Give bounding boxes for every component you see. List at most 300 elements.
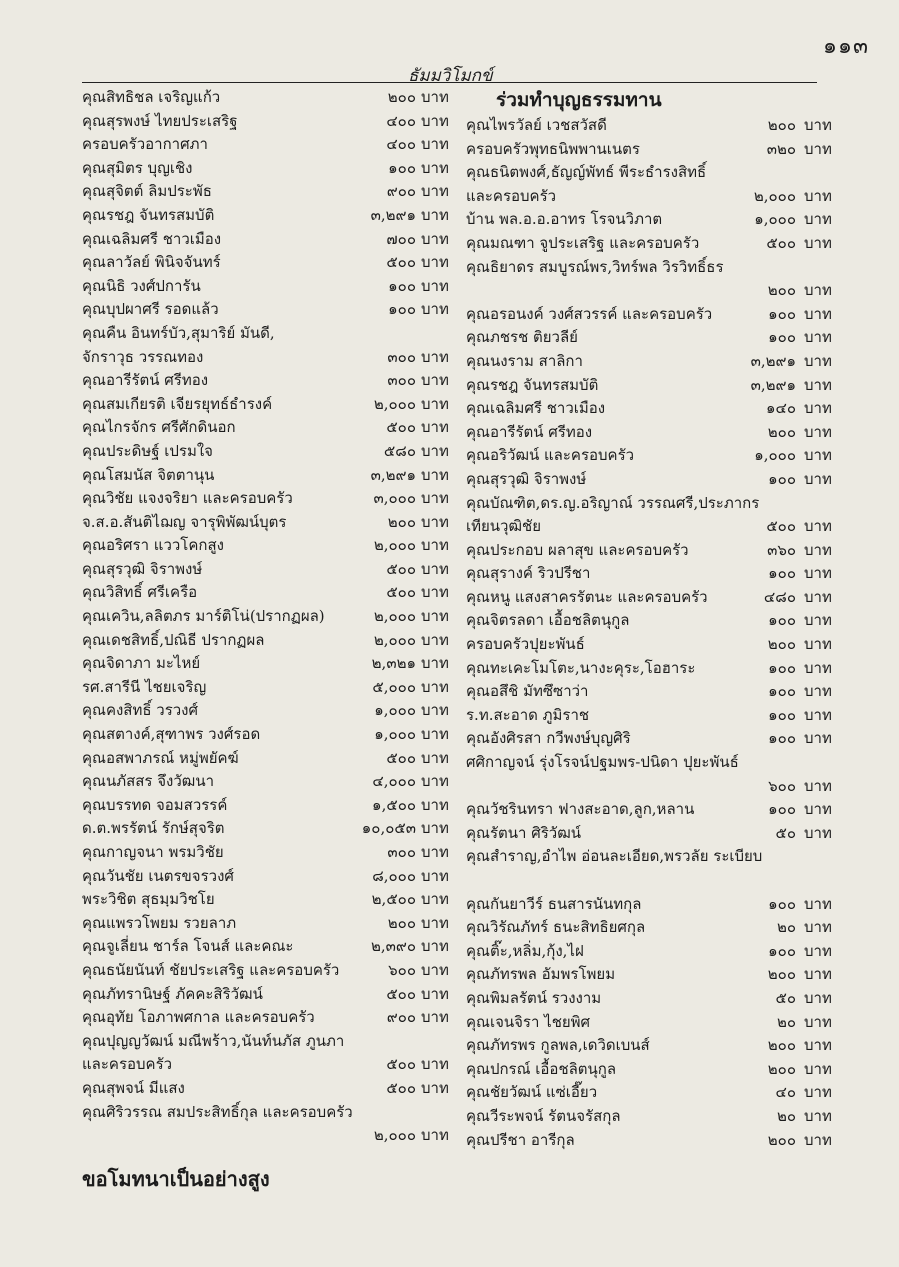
donor-row — [82, 133, 449, 157]
donor-name: คุณอรอนงค์ วงศ์สวรรค์ และครอบครัว — [466, 304, 713, 323]
currency-unit: บาท — [421, 677, 449, 696]
currency-unit: บาท — [421, 984, 449, 1003]
donation-amount: ๒,๐๐๐ — [753, 186, 796, 205]
currency-unit: บาท — [804, 823, 832, 842]
currency-unit: บาท — [804, 918, 832, 937]
currency-unit: บาท — [804, 540, 832, 559]
donor-row — [82, 157, 449, 181]
donation-amount: ๒๐๐ — [767, 281, 796, 300]
currency-unit: บาท — [804, 682, 832, 701]
donation-amount: ๒๐ — [776, 1012, 796, 1031]
donor-row — [82, 888, 449, 912]
donor-row — [82, 652, 449, 676]
donor-row — [466, 1011, 832, 1035]
donation-amount: ๒๐๐ — [387, 913, 416, 932]
currency-unit: บาท — [421, 276, 449, 295]
currency-unit: บาท — [421, 937, 449, 956]
donor-name: คุณสุรพงษ์ ไทยประเสริฐ — [82, 111, 238, 130]
currency-unit: บาท — [804, 233, 832, 252]
donor-name: คุณสุรางค์ ริวปรีชา — [466, 564, 591, 583]
donor-row — [466, 421, 832, 445]
currency-unit: บาท — [421, 654, 449, 673]
donor-name: คุณอริศรา แววโคกสูง — [82, 536, 224, 555]
currency-unit: บาท — [804, 399, 832, 418]
currency-unit: บาท — [421, 88, 449, 106]
currency-unit: บาท — [804, 210, 832, 229]
donation-amount: ๑,๕๐๐ — [372, 795, 416, 814]
donation-amount: ๒๐๐ — [767, 635, 796, 654]
currency-unit: บาท — [421, 748, 449, 767]
donor-name: คุณภัทรพร กูลพล,เดวิดเบนส์ — [466, 1036, 650, 1055]
donor-row — [82, 747, 449, 771]
donor-name: คุณอังศิรสา กวีพงษ์บุญศิริ — [466, 729, 631, 748]
donor-name: คุณจิตรลดา เอื้อชลิตนุกูล — [466, 611, 630, 630]
donor-name: คุณโสมนัส จิตตานุน — [82, 465, 215, 484]
donor-name: ด.ต.พรรัตน์ รักษ์สุจริต — [82, 819, 225, 838]
donor-row — [82, 534, 449, 558]
currency-unit: บาท — [804, 469, 832, 488]
donor-name: คุณนิธิ วงศ์ปการัน — [82, 276, 201, 295]
currency-unit: บาท — [421, 489, 449, 508]
donation-amount: ๑๐๐ — [768, 611, 796, 630]
donor-name: คุณรชฎ จันทรสมบัติ — [466, 375, 599, 394]
donor-name: คุณวิสิทธิ์ ศรีเครือ — [82, 583, 198, 602]
donor-row — [82, 251, 449, 275]
currency-unit: บาท — [804, 116, 832, 134]
donor-row — [466, 350, 832, 374]
donor-name: คุณสำราญ,อำไพ อ่อนละเอียด,พรวลัย ระเบียบ — [466, 847, 763, 866]
donor-row — [466, 256, 826, 280]
donor-row — [466, 657, 832, 681]
donation-amount: ๓๐๐ — [387, 843, 416, 861]
currency-unit: บาท — [421, 182, 449, 201]
donation-amount: ๒๐๐ — [387, 512, 416, 531]
donation-amount: ๕๐๐ — [386, 984, 416, 1003]
donation-amount: ๑๐๐ — [768, 729, 796, 748]
donation-amount: ๓,๐๐๐ — [373, 489, 416, 508]
donor-row — [82, 935, 449, 959]
donation-amount: ๒๐๐ — [767, 1036, 796, 1055]
donor-name: คุณอุทัย โอภาพศกาล และครอบครัว — [82, 1008, 315, 1027]
donation-amount: ๑๐๐ — [388, 158, 416, 177]
donation-amount: ๓๒๐ — [766, 139, 796, 158]
donor-row — [466, 727, 832, 751]
donor-name: คุณชัยวัฒน์ แซ่เอี๊ยว — [466, 1083, 598, 1102]
currency-unit: บาท — [804, 1059, 832, 1078]
donor-row — [466, 798, 832, 822]
currency-unit: บาท — [421, 607, 449, 626]
donor-name: คุณธนัยนันท์ ชัยประเสริฐ และครอบครัว — [82, 960, 340, 979]
donation-amount: ๖๐๐ — [768, 776, 796, 795]
donor-name: คุณปรีชา อารีกุล — [466, 1130, 575, 1149]
donor-name: คุณติ๊ะ,หลิ่ม,กุ้ง,ไฝ — [466, 941, 584, 960]
donation-amount: ๔๐ — [775, 1083, 796, 1102]
currency-unit: บาท — [421, 418, 449, 437]
donor-name: คุณหนู แสงสาครรัตนะ และครอบครัว — [466, 587, 708, 606]
donation-amount: ๒๐๐ — [767, 965, 796, 984]
donor-row — [466, 845, 826, 869]
donor-name: คุณสิทธิชล เจริญแก้ว — [82, 88, 221, 106]
donation-amount: ๕๐๐ — [386, 583, 416, 602]
donation-amount: ๗๐๐ — [386, 229, 416, 248]
donor-name: คุณสุมิตร บุญเชิง — [82, 158, 193, 177]
donor-name: คุณบรรทด จอมสวรรค์ — [82, 795, 228, 814]
donor-row — [466, 633, 832, 657]
donor-name: คุณภัทรพล อัมพรโพยม — [466, 965, 616, 984]
donor-row — [466, 869, 826, 893]
donor-row — [466, 963, 832, 987]
currency-unit: บาท — [804, 800, 832, 819]
donor-name: คุณทะเคะโมโตะ,นางะคุระ,โอฮาระ — [466, 658, 696, 677]
currency-unit: บาท — [421, 913, 449, 932]
donor-name: คุณสุรวุฒิ จิราพงษ์ — [82, 559, 203, 578]
donation-amount: ๒,๐๐๐ — [373, 630, 416, 649]
donation-amount: ๕๐๐ — [386, 559, 416, 578]
donation-amount: ๑๐๐ — [768, 564, 796, 583]
currency-unit: บาท — [421, 111, 449, 130]
currency-unit: บาท — [804, 587, 832, 606]
currency-unit: บาท — [804, 1083, 832, 1102]
donor-row — [82, 1030, 442, 1054]
currency-unit: บาท — [421, 701, 449, 720]
donor-row — [82, 464, 449, 488]
donor-row — [82, 983, 449, 1007]
donation-amount: ๒๐ — [776, 1106, 796, 1125]
donor-name: คุณจูเลี่ยน ชาร์ล โจนส์ และคณะ — [82, 937, 294, 956]
donor-name: คุณวิรัณภัทร์ ธนะสิทธิยศกุล — [466, 918, 646, 937]
donation-amount: ๓,๒๙๑ — [370, 465, 416, 484]
donation-amount: ๕๐๐ — [386, 253, 416, 272]
donor-row — [466, 303, 832, 327]
donor-row — [82, 204, 449, 228]
currency-unit: บาท — [421, 890, 449, 909]
donor-name: คุณเฉลิมศรี ชาวเมือง — [82, 229, 222, 248]
donor-name: คุณเฉลิมศรี ชาวเมือง — [466, 399, 606, 418]
donation-amount: ๑๔๐ — [765, 399, 796, 418]
currency-unit: บาท — [421, 960, 449, 979]
currency-unit: บาท — [421, 725, 449, 744]
donor-row — [466, 1105, 832, 1129]
donor-name: คุณเจนจิรา ไชยพิศ — [466, 1012, 591, 1031]
currency-unit: บาท — [804, 1106, 832, 1125]
donor-name: คุณสตางค์,สุฑาพร วงศ์รอด — [82, 725, 261, 744]
donor-name: คุณอารีรัตน์ ศรีทอง — [82, 371, 209, 390]
donor-name: คุณรัตนา ศิริวัฒน์ — [466, 823, 581, 842]
donation-amount: ๕๐ — [775, 988, 796, 1007]
donor-row — [466, 138, 832, 162]
donation-amount: ๑๐๐ — [768, 705, 796, 724]
donor-name: คุณอารีรัตน์ ศรีทอง — [466, 422, 593, 441]
right-donor-list — [466, 86, 832, 1152]
donation-amount: ๑,๐๐๐ — [754, 210, 796, 229]
donor-row — [466, 185, 832, 209]
currency-unit: บาท — [421, 347, 449, 366]
currency-unit: บาท — [421, 371, 449, 390]
closing-text: ขอโมทนาเป็นอย่างสูง — [82, 1167, 270, 1191]
donor-name: จ.ส.อ.สันติไฌญ จารุพิพัฒน์บุตร — [82, 512, 287, 531]
donation-amount: ๓,๒๙๑ — [370, 205, 416, 224]
currency-unit: บาท — [804, 517, 832, 536]
currency-unit: บาท — [421, 819, 449, 838]
donor-name: ครอบครัวปุยะพันธ์ — [466, 635, 585, 654]
donor-row — [466, 940, 832, 964]
currency-unit: บาท — [421, 843, 449, 861]
donor-row — [82, 346, 449, 370]
currency-unit: บาท — [804, 186, 832, 205]
donor-name: คุณอสพาภรณ์ หมู่พยัคฆ์ — [82, 748, 239, 767]
donor-row — [82, 322, 442, 346]
donor-name: คุณคืน อินทร์บัว,สุมาริย์ มันดี, — [82, 323, 275, 342]
donation-amount: ๑๐๐ — [768, 328, 796, 347]
currency-unit: บาท — [421, 158, 449, 177]
donor-name: ร.ท.สะอาด ภูมิราช — [466, 705, 590, 724]
donor-row — [82, 228, 449, 252]
donor-row — [82, 699, 449, 723]
currency-unit: บาท — [804, 375, 832, 394]
donation-amount: ๑๐,๐๕๓ — [361, 819, 416, 838]
donor-name: คุณสมเกียรติ เจียรยุทธ์ธำรงค์ — [82, 394, 273, 413]
donor-row — [466, 704, 832, 728]
donor-name: คุณกาญจนา พรมวิชัย — [82, 843, 224, 861]
donor-row — [82, 1053, 449, 1077]
donor-row — [466, 326, 832, 350]
donor-name: รศ.สารีนี ไชยเจริญ — [82, 677, 207, 696]
donation-amount: ๑๐๐ — [768, 304, 796, 323]
donation-amount: ๘,๐๐๐ — [372, 866, 416, 885]
currency-unit: บาท — [804, 894, 832, 913]
donor-row — [82, 605, 449, 629]
donor-row — [82, 1006, 449, 1030]
donation-amount: ๑,๐๐๐ — [374, 725, 416, 744]
donation-amount: ๒๐๐ — [767, 1130, 796, 1149]
donor-name: คุณเดชสิทธิ์,ปณิธี ปรากฏผล — [82, 630, 265, 649]
currency-unit: บาท — [804, 446, 832, 465]
left-donor-list — [82, 86, 449, 1148]
currency-unit: บาท — [804, 776, 832, 795]
currency-unit: บาท — [804, 1012, 832, 1031]
currency-unit: บาท — [421, 1078, 449, 1097]
currency-unit: บาท — [421, 465, 449, 484]
donor-name: ครอบครัวอากาศภา — [82, 135, 208, 154]
currency-unit: บาท — [804, 1130, 832, 1149]
donation-amount: ๒,๐๐๐ — [373, 1126, 416, 1145]
donor-name: คุณประดิษฐ์ เปรมใจ — [82, 441, 213, 460]
donor-name: เทียนวุฒิชัย — [466, 517, 541, 536]
donor-name: คุณกันยาวีร์ ธนสารนันทกุล — [466, 894, 642, 913]
header-rule — [82, 82, 817, 83]
donation-amount: ๔,๐๐๐ — [372, 772, 416, 791]
donation-amount: ๕๐๐ — [386, 1078, 416, 1097]
donor-row — [82, 865, 449, 889]
donor-name: คุณวิชัย แจงจริยา และครอบครัว — [82, 489, 293, 508]
donor-name: คุณคงสิทธิ์ วรวงศ์ — [82, 701, 199, 720]
donor-row — [466, 775, 832, 799]
donor-name: คุณสุรวุฒิ จิราพงษ์ — [466, 469, 587, 488]
donation-amount: ๑๐๐ — [388, 300, 416, 319]
donor-row — [82, 1124, 449, 1148]
donation-amount: ๕๘๐ — [383, 441, 416, 460]
donor-name: คุณปุญญวัฒน์ มณีพร้าว,นันท์นภัส ภูนภา — [82, 1031, 345, 1050]
donor-name: ครอบครัวพุทธนิพพานเนตร — [466, 139, 640, 158]
currency-unit: บาท — [804, 139, 832, 158]
donation-amount: ๑๐๐ — [768, 682, 796, 701]
donor-name: คุณมณฑา จูประเสริฐ และครอบครัว — [466, 233, 700, 252]
donor-name: คุณภชรช ติยวลีย์ — [466, 328, 578, 347]
donor-name: และครอบครัว — [82, 1055, 173, 1074]
donor-row — [82, 770, 449, 794]
donor-row — [82, 440, 449, 464]
donation-amount: ๒,๐๐๐ — [373, 607, 416, 626]
donation-amount: ๙๐๐ — [386, 1008, 416, 1027]
donor-row — [466, 822, 832, 846]
currency-unit: บาท — [421, 512, 449, 531]
donation-amount: ๔๐๐ — [386, 135, 416, 154]
donation-amount: ๑๐๐ — [768, 658, 796, 677]
donor-row — [466, 916, 832, 940]
page-number: ๑๑๓ — [823, 34, 869, 59]
donor-row — [82, 723, 449, 747]
currency-unit: บาท — [804, 422, 832, 441]
donation-amount: ๓๖๐ — [767, 540, 796, 559]
currency-unit: บาท — [421, 1008, 449, 1027]
donor-name: คุณสุพจน์ มีแสง — [82, 1078, 185, 1097]
donor-row — [82, 841, 449, 865]
donation-amount: ๑๐๐ — [768, 894, 796, 913]
donation-amount: ๑๐๐ — [388, 276, 416, 295]
donor-row — [82, 393, 449, 417]
currency-unit: บาท — [804, 705, 832, 724]
currency-unit: บาท — [421, 772, 449, 791]
currency-unit: บาท — [804, 729, 832, 748]
donor-name: คุณวันชัย เนตรขจรวงศ์ — [82, 866, 234, 885]
donation-amount: ๒๐๐ — [387, 88, 416, 106]
donor-row — [82, 275, 449, 299]
donor-name: จักราวุธ วรรณทอง — [82, 347, 204, 366]
currency-unit: บาท — [804, 611, 832, 630]
donation-amount: ๒๐๐ — [767, 116, 796, 134]
donor-row — [466, 279, 832, 303]
donation-amount: ๕๐๐ — [766, 233, 796, 252]
donor-row — [82, 1101, 442, 1125]
currency-unit: บาท — [804, 351, 832, 370]
currency-unit: บาท — [421, 441, 449, 460]
donor-name: คุณไกรจักร ศรีศักดินอก — [82, 418, 236, 437]
donation-amount: ๑๐๐ — [768, 941, 796, 960]
donor-row — [466, 397, 832, 421]
donor-row — [82, 581, 449, 605]
donor-row — [82, 298, 449, 322]
donor-row — [466, 751, 826, 775]
currency-unit: บาท — [421, 394, 449, 413]
donor-row — [466, 893, 832, 917]
donor-name: คุณนงราม สาลิกา — [466, 351, 583, 370]
donation-amount: ๓๐๐ — [387, 347, 416, 366]
donation-amount: ๕๐ — [775, 823, 796, 842]
donor-name: และครอบครัว — [466, 186, 557, 205]
donation-amount: ๔๘๐ — [763, 587, 796, 606]
donation-amount: ๕๐๐ — [386, 1055, 416, 1074]
donor-row — [466, 374, 832, 398]
donor-row — [82, 558, 449, 582]
donor-row — [466, 987, 832, 1011]
currency-unit: บาท — [421, 559, 449, 578]
currency-unit: บาท — [804, 658, 832, 677]
donation-amount: ๒๐๐ — [767, 1059, 796, 1078]
currency-unit: บาท — [421, 253, 449, 272]
donor-row — [466, 586, 832, 610]
donor-name: คุณสุจิตต์ ลิมประพัธ — [82, 182, 212, 201]
donor-name: คุณอริวัฒน์ และครอบครัว — [466, 446, 635, 465]
donation-amount: ๒,๓๙๐ — [370, 937, 416, 956]
donor-row — [82, 817, 449, 841]
donation-amount: ๔๐๐ — [386, 111, 416, 130]
currency-unit: บาท — [804, 941, 832, 960]
donor-row — [466, 208, 832, 232]
currency-unit: บาท — [421, 1126, 449, 1145]
donor-row — [466, 1058, 832, 1082]
donation-amount: ๒,๓๒๑ — [371, 654, 416, 673]
donor-name: คุณไพรวัลย์ เวชสวัสดี — [466, 116, 607, 134]
donor-row — [466, 609, 832, 633]
donation-amount: ๑๐๐ — [768, 469, 796, 488]
donor-row — [466, 114, 832, 138]
donation-amount: ๒,๐๐๐ — [373, 394, 416, 413]
donor-name: คุณรชฎ จันทรสมบัติ — [82, 205, 215, 224]
donor-name: คุณวีระพจน์ รัตนจรัสกุล — [466, 1106, 621, 1125]
currency-unit: บาท — [804, 564, 832, 583]
donor-row — [466, 539, 832, 563]
currency-unit: บาท — [804, 328, 832, 347]
donation-amount: ๒,๐๐๐ — [373, 536, 416, 555]
donor-name: พระวิชิต สุธมฺมวิชโย — [82, 890, 215, 909]
donor-row — [82, 86, 449, 110]
currency-unit: บาท — [421, 795, 449, 814]
donor-row — [82, 180, 449, 204]
donation-amount: ๑๐๐ — [768, 800, 796, 819]
currency-unit: บาท — [421, 1055, 449, 1074]
donor-name: คุณธิยาดร สมบูรณ์พร,วิทร์พล วิรวิทธิ์ธร — [466, 257, 724, 276]
currency-unit: บาท — [804, 1036, 832, 1055]
donation-amount: ๕๐๐ — [386, 418, 416, 437]
donation-amount: ๓,๒๙๑ — [750, 351, 796, 370]
donor-name: บ้าน พล.อ.อ.อาทร โรจนวิภาต — [466, 210, 663, 229]
donation-amount: ๒๐๐ — [767, 422, 796, 441]
currency-unit: บาท — [421, 536, 449, 555]
currency-unit: บาท — [421, 229, 449, 248]
donor-row — [466, 1129, 832, 1153]
donor-row — [82, 676, 449, 700]
donor-name: คุณภัทรานิษฐ์ ภัคคะสิริวัฒน์ — [82, 984, 263, 1003]
donation-amount: ๙๐๐ — [386, 182, 416, 201]
donor-name: คุณลาวัลย์ พินิจจันทร์ — [82, 253, 221, 272]
currency-unit: บาท — [421, 630, 449, 649]
donor-name: คุณประกอบ ผลาสุข และครอบครัว — [466, 540, 689, 559]
donor-row — [82, 1077, 449, 1101]
donor-name: คุณอสึชิ มัทซึซาว่า — [466, 682, 589, 701]
donor-name: ศศิกาญจน์ รุ่งโรจน์ปฐมพร-ปนิดา ปุยะพันธ์ — [466, 753, 739, 772]
currency-unit: บาท — [804, 988, 832, 1007]
donor-row — [466, 680, 832, 704]
donor-name: คุณศิริวรรณ สมประสิทธิ์กุล และครอบครัว — [82, 1102, 353, 1121]
donor-row — [82, 416, 449, 440]
donor-name: คุณธนิตพงศ์,ธัญญ์พัทธ์ พีระธำรงสิทธิ์ — [466, 163, 707, 182]
donor-row — [466, 444, 832, 468]
page-header: ธัมมวิโมกข์ — [408, 66, 493, 86]
section-heading: ร่วมทำบุญธรรมทาน — [496, 89, 662, 111]
donor-row — [82, 110, 449, 134]
donation-amount: ๕๐๐ — [386, 748, 416, 767]
donor-row — [466, 515, 832, 539]
